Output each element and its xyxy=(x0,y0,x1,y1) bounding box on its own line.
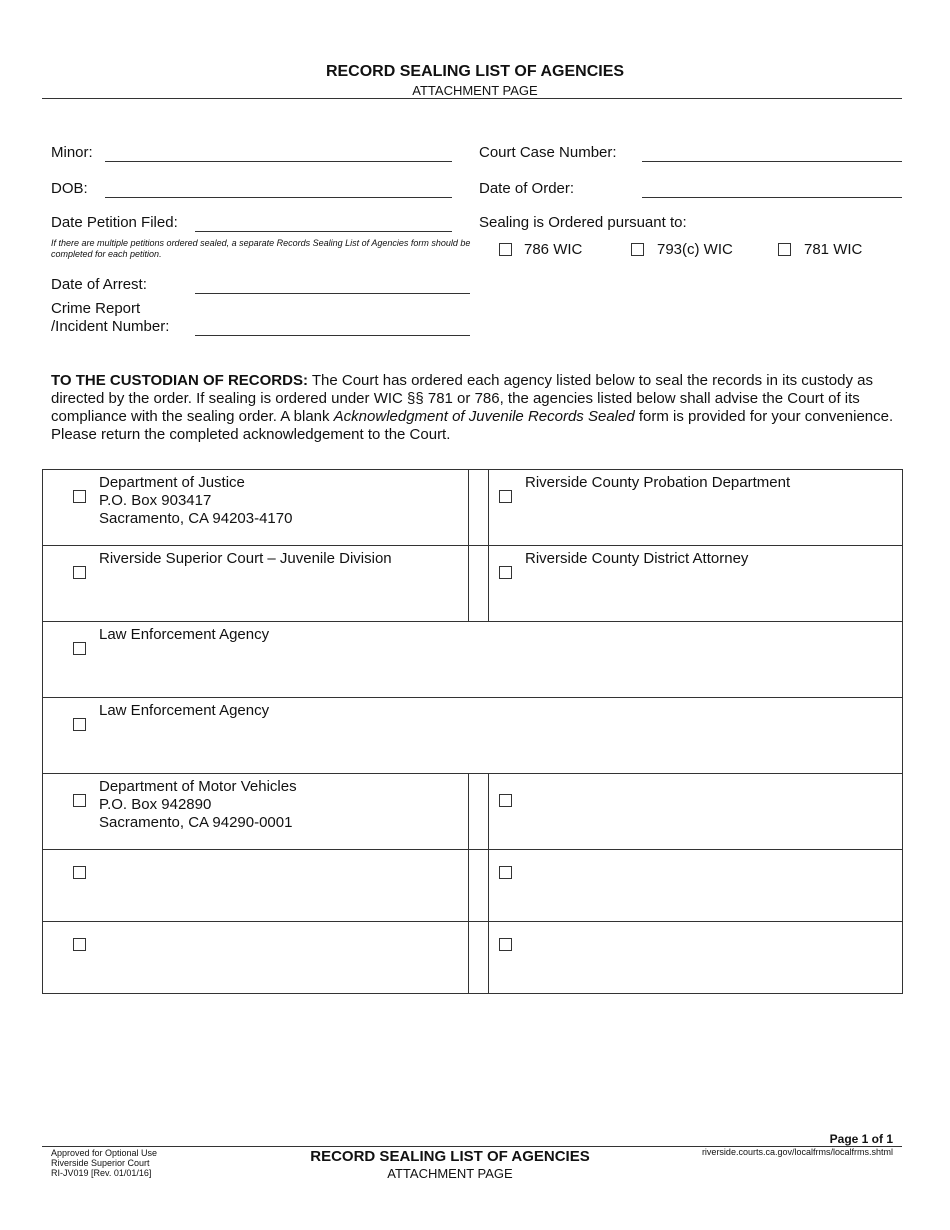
law-enforcement-1-cell xyxy=(43,622,903,698)
law-enforcement-1-checkbox[interactable] xyxy=(73,642,86,655)
table-row xyxy=(43,698,903,774)
date-petition-label: Date Petition Filed: xyxy=(51,214,178,231)
doj-checkbox[interactable] xyxy=(73,490,86,503)
table-row xyxy=(43,546,903,622)
dmv-address xyxy=(99,778,297,832)
minor-field[interactable] xyxy=(105,161,452,162)
probation-checkbox[interactable] xyxy=(499,490,512,503)
district-attorney-checkbox[interactable] xyxy=(499,566,512,579)
footer-url: riverside.courts.ca.gov/localfrms/localfrms.shtml xyxy=(701,1147,893,1157)
custodian-heading: TO THE CUSTODIAN OF RECORDS: xyxy=(51,372,308,389)
dmv-name: Department of Motor Vehicles xyxy=(99,778,297,795)
court-case-field[interactable] xyxy=(642,161,902,162)
table-spacer xyxy=(469,546,489,622)
blank-agency-cell xyxy=(43,922,469,994)
date-petition-field[interactable] xyxy=(195,231,452,232)
form-title: RECORD SEALING LIST OF AGENCIES xyxy=(325,63,625,80)
minor-label: Minor: xyxy=(51,144,93,161)
dob-field[interactable] xyxy=(105,197,452,198)
table-row xyxy=(43,470,903,546)
doj-address xyxy=(99,474,292,528)
table-row xyxy=(43,774,903,850)
date-order-label: Date of Order: xyxy=(479,180,575,197)
court-case-label: Court Case Number: xyxy=(479,144,617,161)
probation-name: Riverside County Probation Department xyxy=(525,474,791,491)
dmv-po-box: P.O. Box 942890 xyxy=(99,796,212,813)
superior-court-name: Riverside Superior Court – Juvenile Division xyxy=(99,550,392,567)
doj-city: Sacramento, CA 94203-4170 xyxy=(99,510,293,527)
table-spacer xyxy=(469,922,489,994)
blank-agency-checkbox[interactable] xyxy=(499,938,512,951)
incident-number-field[interactable] xyxy=(195,335,470,336)
blank-agency-cell xyxy=(43,850,469,922)
footer-subtitle: ATTACHMENT PAGE xyxy=(387,1166,513,1181)
law-enforcement-2-checkbox[interactable] xyxy=(73,718,86,731)
footer-title: RECORD SEALING LIST OF AGENCIES xyxy=(310,1148,590,1165)
custodian-text-1: The Court has ordered each agency listed below to seal the records in its custody as directed by the order. If sealing is ordered under WIC §§ 781 or 786, the agencies listed below shall advise the Court of its compliance with the sealing order. A blank xyxy=(51,372,874,425)
blank-agency-cell xyxy=(489,850,903,922)
district-attorney-cell xyxy=(489,546,903,622)
blank-agency-checkbox[interactable] xyxy=(499,866,512,879)
table-spacer xyxy=(469,774,489,850)
crime-report-label: Crime Report xyxy=(51,300,141,317)
dmv-checkbox[interactable] xyxy=(73,794,86,807)
custodian-paragraph xyxy=(51,372,901,444)
table-spacer xyxy=(469,850,489,922)
petition-note: If there are multiple petitions ordered sealed, a separate Records Sealing List of Agencies form should be completed for each petition. xyxy=(51,238,471,259)
district-attorney-name: Riverside County District Attorney xyxy=(525,550,749,567)
doj-cell xyxy=(43,470,469,546)
agencies-table xyxy=(42,469,903,994)
blank-agency-checkbox[interactable] xyxy=(73,866,86,879)
793c-wic-label: 793(c) WIC xyxy=(657,241,733,258)
incident-number-label: /Incident Number: xyxy=(51,318,170,335)
superior-court-checkbox[interactable] xyxy=(73,566,86,579)
table-spacer xyxy=(469,470,489,546)
sealing-pursuant-label: Sealing is Ordered pursuant to: xyxy=(479,214,687,231)
781-wic-label: 781 WIC xyxy=(804,241,863,258)
blank-agency-cell xyxy=(489,774,903,850)
footer-form-id: RI-JV019 [Rev. 01/01/16] xyxy=(51,1168,152,1178)
footer-approved: Approved for Optional Use xyxy=(51,1148,158,1158)
786-wic-label: 786 WIC xyxy=(524,241,583,258)
probation-cell xyxy=(489,470,903,546)
blank-agency-checkbox[interactable] xyxy=(73,938,86,951)
786-wic-checkbox[interactable] xyxy=(499,243,512,256)
header-divider xyxy=(42,98,902,99)
law-enforcement-1-name: Law Enforcement Agency xyxy=(99,626,270,643)
law-enforcement-2-name: Law Enforcement Agency xyxy=(99,702,270,719)
dmv-cell xyxy=(43,774,469,850)
table-row xyxy=(43,622,903,698)
form-subtitle: ATTACHMENT PAGE xyxy=(412,83,538,98)
date-arrest-field[interactable] xyxy=(195,293,470,294)
law-enforcement-2-cell xyxy=(43,698,903,774)
doj-po-box: P.O. Box 903417 xyxy=(99,492,212,509)
custodian-text-2: form is provided for your convenience. Please return the completed acknowledgement to the Court. xyxy=(51,408,894,443)
793c-wic-checkbox[interactable] xyxy=(631,243,644,256)
footer-court: Riverside Superior Court xyxy=(51,1158,150,1168)
table-row xyxy=(43,850,903,922)
dob-label: DOB: xyxy=(51,180,88,197)
custodian-form-name: Acknowledgment of Juvenile Records Sealed xyxy=(333,408,635,425)
superior-court-cell xyxy=(43,546,469,622)
page-number: Page 1 of 1 xyxy=(829,1132,893,1146)
doj-name: Department of Justice xyxy=(99,474,245,491)
date-arrest-label: Date of Arrest: xyxy=(51,276,147,293)
blank-agency-cell xyxy=(489,922,903,994)
blank-agency-checkbox[interactable] xyxy=(499,794,512,807)
date-order-field[interactable] xyxy=(642,197,902,198)
dmv-city: Sacramento, CA 94290-0001 xyxy=(99,814,293,831)
table-row xyxy=(43,922,903,994)
781-wic-checkbox[interactable] xyxy=(778,243,791,256)
